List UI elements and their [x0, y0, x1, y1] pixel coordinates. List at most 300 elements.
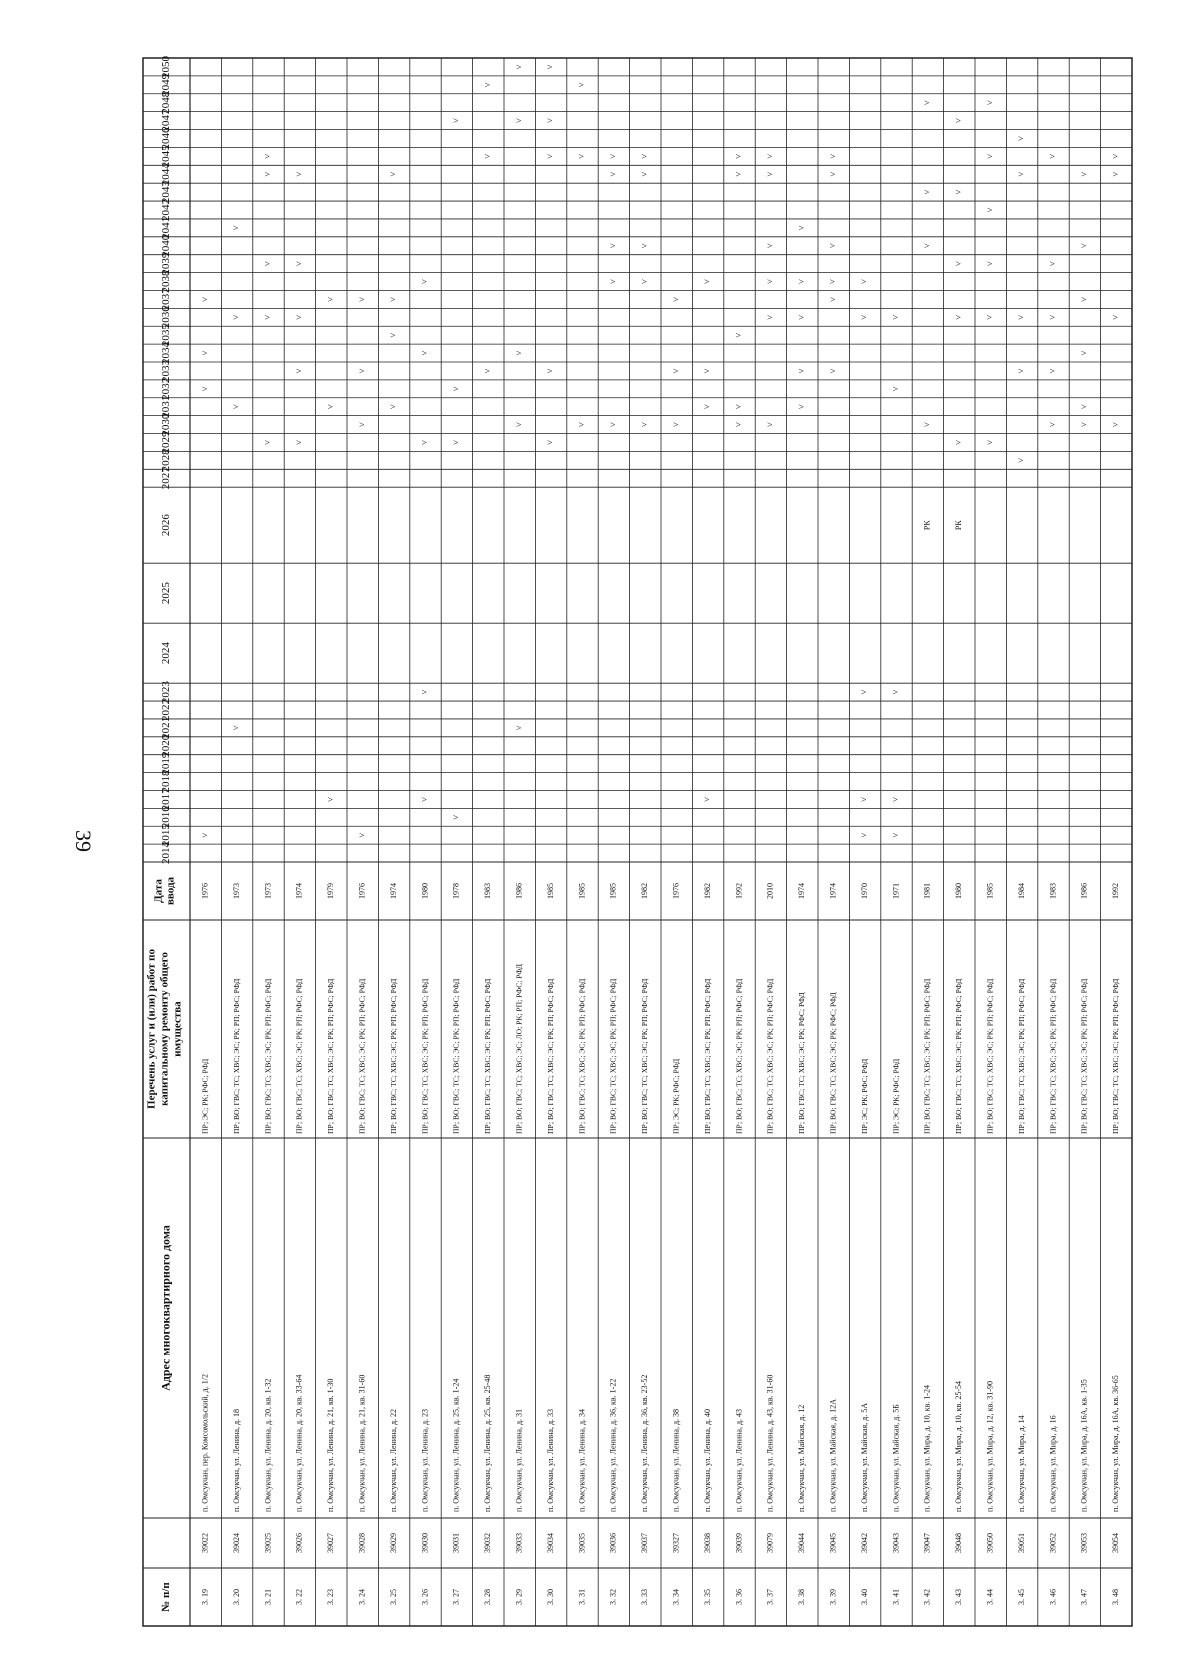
row-mark-2031: ˅ — [702, 404, 713, 410]
row-mark-2029: ˅ — [450, 439, 461, 446]
row-mark-2017: ˅ — [419, 796, 430, 802]
row-number: 3. 35 — [702, 1589, 712, 1605]
row-mark-2044: ˅ — [733, 171, 744, 177]
row-mark-2046: ˅ — [1016, 135, 1027, 142]
row-date: 1974 — [388, 883, 398, 899]
year-header-2032: 2032 — [160, 377, 173, 400]
row-number: 3. 43 — [954, 1589, 964, 1605]
row-address: п. Омсукчан, ул. Мира, д. 10, кв. 25-54 — [954, 1381, 964, 1512]
year-header-2016: 2016 — [160, 806, 173, 829]
row-date: 1974 — [797, 883, 807, 899]
row-date: 1982 — [640, 883, 650, 899]
row-house-id: 39048 — [954, 1533, 964, 1553]
row-mark-2026: РК — [954, 520, 964, 531]
row-address: п. Омсукчан, ул. Ленина, д. 38 — [671, 1408, 681, 1512]
row-address: п. Омсукчан, ул. Ленина, д. 20, кв. 1-32 — [263, 1378, 273, 1512]
row-mark-2030: ˅ — [733, 422, 744, 428]
year-header-2036: 2036 — [160, 306, 173, 329]
row-mark-2033: ˅ — [1016, 368, 1027, 374]
row-address: п. Омсукчан, ул. Майская, д. 12 — [797, 1404, 807, 1512]
row-house-id: 39327 — [671, 1533, 681, 1553]
row-mark-2035: ˅ — [733, 332, 744, 338]
row-house-id: 39031 — [451, 1533, 461, 1553]
row-address: п. Омсукчан, ул. Мира, д. 10, кв. 1-24 — [922, 1385, 932, 1512]
row-date: 1985 — [545, 883, 555, 899]
row-mark-2033: ˅ — [827, 368, 838, 374]
row-mark-2030: ˅ — [639, 422, 650, 428]
row-works: ПР; ВО; ГВС; ТС; ХВС; ЭС; ЛО; РК; РП; РФС; РФД — [514, 964, 524, 1134]
row-mark-2036: ˅ — [796, 314, 807, 320]
row-date: 1979 — [326, 883, 336, 899]
row-number: 3. 28 — [483, 1589, 493, 1605]
row-mark-2047: ˅ — [953, 118, 964, 124]
year-header-2022: 2022 — [160, 699, 173, 721]
row-works: ПР; ВО; ГВС; ТС; ХВС; ЭС; РК; РП; РФС; РФД — [263, 978, 273, 1134]
row-works: ПР; ВО; ГВС; ТС; ХВС; ЭС; РК; РП; РФС; РФД — [357, 978, 367, 1134]
row-address: п. Омсукчан, ул. Ленина, д. 20, кв. 33-64 — [294, 1374, 304, 1512]
row-mark-2037: ˅ — [388, 296, 399, 302]
row-number: 3. 23 — [326, 1589, 336, 1605]
row-date: 1976 — [671, 883, 681, 899]
row-number: 3. 20 — [231, 1589, 241, 1605]
row-mark-2038: ˅ — [702, 278, 713, 285]
row-address: п. Омсукчан, ул. Ленина, д. 43 — [734, 1408, 744, 1512]
row-mark-2039: ˅ — [984, 261, 995, 267]
year-header-2021: 2021 — [160, 716, 173, 739]
year-header-2050: 2050 — [160, 55, 173, 78]
row-number: 3. 44 — [985, 1589, 995, 1605]
row-mark-2040: ˅ — [639, 243, 650, 249]
row-mark-2023: ˅ — [859, 689, 870, 695]
year-header-2039: 2039 — [160, 252, 173, 275]
year-header-2024: 2024 — [160, 642, 173, 665]
row-house-id: 39032 — [483, 1533, 493, 1553]
row-mark-2045: ˅ — [733, 153, 744, 159]
row-house-id: 39038 — [702, 1533, 712, 1553]
row-house-id: 39035 — [577, 1533, 587, 1553]
row-mark-2021: ˅ — [513, 725, 524, 731]
row-works: ПР; ВО; ГВС; ТС; ХВС; ЭС; РК; РП; РФС; РФД — [326, 978, 336, 1134]
row-mark-2045: ˅ — [827, 153, 838, 159]
row-works: ПР; ВО; ГВС; ТС; ХВС; ЭС; РК; РП; РФС; РФД — [640, 978, 650, 1134]
row-number: 3. 37 — [765, 1589, 775, 1605]
year-header-2028: 2028 — [160, 449, 173, 472]
row-mark-2045: ˅ — [984, 153, 995, 159]
year-header-2045: 2045 — [160, 145, 173, 168]
row-mark-2044: ˅ — [293, 171, 304, 177]
year-header-2025: 2025 — [160, 582, 173, 605]
row-number: 3. 36 — [734, 1589, 744, 1605]
row-mark-2029: ˅ — [262, 439, 273, 446]
row-number: 3. 38 — [797, 1589, 807, 1605]
row-mark-2040: ˅ — [921, 243, 932, 249]
row-works: ПР; ВО; ГВС; ТС; ХВС; ЭС; РК; РП; РФС; РФД — [985, 978, 995, 1134]
row-mark-2033: ˅ — [545, 368, 556, 374]
row-works: ПР; ВО; ГВС; ТС; ХВС; ЭС; РК; РП; РФС; РФД — [702, 978, 712, 1134]
row-mark-2038: ˅ — [859, 278, 870, 285]
row-address: п. Омсукчан, ул. Мира, д. 12, кв. 31-90 — [985, 1381, 995, 1512]
row-mark-2044: ˅ — [1110, 171, 1121, 177]
row-date: 1980 — [420, 883, 430, 899]
row-number: 3. 47 — [1079, 1589, 1089, 1605]
row-works: ПР; ВО; ГВС; ТС; ХВС; ЭС; РК; РП; РФС; РФД — [608, 978, 618, 1134]
row-house-id: 39030 — [420, 1533, 430, 1553]
row-mark-2030: ˅ — [356, 422, 367, 428]
row-mark-2030: ˅ — [1047, 422, 1058, 428]
row-date: 1978 — [451, 883, 461, 899]
row-address: п. Омсукчан, ул. Ленина, д. 21, кв. 1-30 — [326, 1378, 336, 1512]
row-number: 3. 21 — [263, 1589, 273, 1605]
row-house-id: 39079 — [765, 1533, 775, 1553]
row-mark-2050: ˅ — [513, 64, 524, 70]
row-mark-2047: ˅ — [545, 118, 556, 124]
row-address: п. Омсукчан, ул. Майская, д. 5А — [859, 1403, 869, 1512]
row-mark-2038: ˅ — [827, 278, 838, 285]
row-date: 1970 — [859, 883, 869, 899]
row-works: ПР; ЭС; РК; РФС; РФД — [859, 1058, 869, 1134]
year-header-2019: 2019 — [160, 752, 173, 775]
row-date: 1986 — [1079, 883, 1089, 899]
row-works: ПР; ВО; ГВС; ТС; ХВС; ЭС; РК; РФС; РФД — [828, 992, 838, 1134]
row-address: п. Омсукчан, ул. Ленина, д. 43, кв. 31-60 — [765, 1374, 775, 1512]
row-address: п. Омсукчан, ул. Майская, д. 12А — [828, 1399, 838, 1512]
row-mark-2015: ˅ — [859, 832, 870, 838]
row-mark-2026: РК — [922, 520, 932, 531]
row-mark-2045: ˅ — [545, 153, 556, 159]
row-mark-2050: ˅ — [545, 64, 556, 70]
row-works: ПР; ВО; ГВС; ТС; ХВС; ЭС; РК; РП; РФС; РФД — [483, 978, 493, 1134]
row-mark-2030: ˅ — [576, 422, 587, 428]
row-date: 1982 — [702, 883, 712, 899]
row-mark-2045: ˅ — [482, 153, 493, 159]
row-house-id: 39027 — [326, 1533, 336, 1553]
row-mark-2033: ˅ — [293, 368, 304, 374]
row-mark-2036: ˅ — [859, 314, 870, 320]
row-mark-2037: ˅ — [356, 296, 367, 302]
row-house-id: 39022 — [200, 1533, 210, 1553]
year-header-2046: 2046 — [160, 127, 173, 150]
row-mark-2030: ˅ — [1078, 422, 1089, 428]
row-mark-2015: ˅ — [199, 832, 210, 838]
row-number: 3. 24 — [357, 1589, 367, 1605]
year-header-2029: 2029 — [160, 431, 173, 454]
row-address: п. Омсукчан, ул. Ленина, д. 25, кв. 25-48 — [483, 1374, 493, 1512]
row-mark-2037: ˅ — [827, 296, 838, 302]
row-number: 3. 39 — [828, 1589, 838, 1605]
row-mark-2037: ˅ — [199, 296, 210, 302]
row-number: 3. 40 — [859, 1589, 869, 1605]
row-house-id: 39024 — [231, 1533, 241, 1553]
row-mark-2044: ˅ — [262, 171, 273, 177]
row-mark-2031: ˅ — [231, 404, 242, 410]
row-date: 1973 — [263, 883, 273, 899]
row-number: 3. 34 — [671, 1589, 681, 1605]
row-mark-2031: ˅ — [1078, 404, 1089, 410]
row-mark-2044: ˅ — [388, 171, 399, 177]
row-mark-2041: ˅ — [796, 225, 807, 231]
row-house-id: 39028 — [357, 1533, 367, 1553]
row-mark-2038: ˅ — [796, 278, 807, 285]
row-mark-2034: ˅ — [419, 350, 430, 356]
year-header-2049: 2049 — [160, 73, 173, 96]
row-mark-2015: ˅ — [356, 832, 367, 838]
year-header-2020: 2020 — [160, 734, 173, 757]
row-works: ПР; ВО; ГВС; ТС; ХВС; ЭС; РК; РП; РФС; РФД — [922, 978, 932, 1134]
row-address: п. Омсукчан, ул. Ленина, д. 33 — [545, 1408, 555, 1512]
row-house-id: 39025 — [263, 1533, 273, 1553]
row-number: 3. 29 — [514, 1589, 524, 1605]
row-mark-2033: ˅ — [356, 368, 367, 374]
row-mark-2023: ˅ — [890, 689, 901, 695]
row-date: 1974 — [294, 883, 304, 899]
row-address: п. Омсукчан, ул. Ленина, д. 40 — [702, 1408, 712, 1512]
row-house-id: 39045 — [828, 1533, 838, 1553]
year-header-2035: 2035 — [160, 324, 173, 347]
row-works: ПР; ВО; ГВС; ТС; ХВС; ЭС; РК; РП; РФС; РФД — [420, 978, 430, 1134]
header-address: Адрес многоквартирного дома — [158, 1225, 173, 1391]
row-address: п. Омсукчан, ул. Ленина, д. 23 — [420, 1408, 430, 1512]
row-number: 3. 26 — [420, 1589, 430, 1605]
row-mark-2039: ˅ — [953, 261, 964, 267]
row-date: 1986 — [514, 883, 524, 899]
row-mark-2044: ˅ — [764, 171, 775, 177]
row-mark-2039: ˅ — [293, 261, 304, 267]
row-works: ПР; ВО; ГВС; ТС; ХВС; ЭС; РК; РП; РФС; РФД — [577, 978, 587, 1134]
row-house-id: 39039 — [734, 1533, 744, 1553]
row-mark-2030: ˅ — [764, 422, 775, 428]
row-address: п. Омсукчан, ул. Мира, д. 14 — [1016, 1415, 1026, 1512]
row-mark-2031: ˅ — [796, 404, 807, 410]
row-works: ПР; ВО; ГВС; ТС; ХВС; ЭС; РК; РП; РФС; РФД — [1111, 978, 1121, 1134]
row-date: 1981 — [922, 883, 932, 899]
row-house-id: 39042 — [859, 1533, 869, 1553]
row-number: 3. 45 — [1016, 1589, 1026, 1605]
row-number: 3. 46 — [1048, 1589, 1058, 1605]
year-header-2044: 2044 — [160, 163, 173, 186]
row-mark-2017: ˅ — [890, 796, 901, 802]
row-mark-2016: ˅ — [450, 814, 461, 820]
header-date: Датаввода — [152, 876, 177, 906]
row-mark-2017: ˅ — [702, 796, 713, 802]
row-address: п. Омсукчан, ул. Ленина, д. 25, кв. 1-24 — [451, 1378, 461, 1512]
row-address: п. Омсукчан, ул. Ленина, д. 21, кв. 31-60 — [357, 1374, 367, 1512]
row-mark-2045: ˅ — [576, 153, 587, 159]
header-num: № п/п — [160, 1582, 173, 1612]
row-house-id: 39037 — [640, 1533, 650, 1553]
row-mark-2035: ˅ — [388, 332, 399, 338]
year-header-2043: 2043 — [160, 181, 173, 204]
row-mark-2034: ˅ — [1078, 350, 1089, 356]
row-works: ПР; ВО; ГВС; ТС; ХВС; ЭС; РК; РП; РФС; РФД — [734, 978, 744, 1134]
row-mark-2040: ˅ — [1078, 243, 1089, 249]
year-header-2014: 2014 — [160, 842, 173, 865]
row-date: 1984 — [1016, 883, 1026, 899]
row-house-id: 39034 — [545, 1533, 555, 1553]
year-header-2030: 2030 — [160, 413, 173, 436]
row-mark-2039: ˅ — [262, 261, 273, 267]
row-number: 3. 33 — [640, 1589, 650, 1605]
row-works: ПР; ВО; ГВС; ТС; ХВС; ЭС; РК; РП; РФС; РФД — [231, 978, 241, 1134]
year-header-2041: 2041 — [160, 216, 173, 239]
row-house-id: 39052 — [1048, 1533, 1058, 1553]
row-works: ПР; ВО; ГВС; ТС; ХВС; ЭС; РК; РП; РФС; РФД — [388, 978, 398, 1134]
row-house-id: 39036 — [608, 1533, 618, 1553]
row-number: 3. 41 — [891, 1589, 901, 1605]
row-mark-2029: ˅ — [984, 439, 995, 446]
row-address: п. Омсукчан, ул. Мира, д. 16 — [1048, 1415, 1058, 1512]
row-mark-2030: ˅ — [607, 422, 618, 428]
row-house-id: 39054 — [1111, 1533, 1121, 1553]
year-header-2042: 2042 — [160, 199, 173, 221]
row-house-id: 39050 — [985, 1533, 995, 1553]
row-address: п. Омсукчан, ул. Майская, д. 5Б — [891, 1404, 901, 1512]
row-works: ПР; ЭС; РК; РФС; РФД — [200, 1058, 210, 1134]
row-mark-2032: ˅ — [890, 386, 901, 392]
year-header-2018: 2018 — [160, 770, 173, 793]
row-mark-2036: ˅ — [262, 314, 273, 320]
year-header-2038: 2038 — [160, 270, 173, 293]
row-mark-2043: ˅ — [953, 189, 964, 195]
row-mark-2044: ˅ — [639, 171, 650, 177]
row-number: 3. 27 — [451, 1589, 461, 1605]
row-date: 2010 — [765, 883, 775, 899]
row-mark-2048: ˅ — [984, 100, 995, 106]
row-mark-2032: ˅ — [199, 386, 210, 392]
row-mark-2049: ˅ — [482, 82, 493, 88]
row-mark-2031: ˅ — [325, 404, 336, 410]
row-mark-2045: ˅ — [262, 153, 273, 159]
row-mark-2045: ˅ — [1110, 153, 1121, 159]
row-mark-2032: ˅ — [450, 386, 461, 392]
row-mark-2036: ˅ — [764, 314, 775, 320]
row-mark-2036: ˅ — [890, 314, 901, 320]
row-works: ПР; ЭС; РК; РФС; РФД — [671, 1058, 681, 1134]
row-mark-2023: ˅ — [419, 689, 430, 695]
row-mark-2049: ˅ — [576, 82, 587, 88]
row-number: 3. 48 — [1111, 1589, 1121, 1605]
row-mark-2037: ˅ — [670, 296, 681, 302]
row-house-id: 39029 — [388, 1533, 398, 1553]
year-header-2048: 2048 — [160, 91, 173, 114]
row-works: ПР; ВО; ГВС; ТС; ХВС; ЭС; РК; РП; РФС; РФД — [1048, 978, 1058, 1134]
row-mark-2030: ˅ — [513, 422, 524, 428]
row-mark-2045: ˅ — [764, 153, 775, 159]
row-mark-2037: ˅ — [1078, 296, 1089, 302]
row-mark-2038: ˅ — [607, 278, 618, 285]
row-works: ПР; ВО; ГВС; ТС; ХВС; ЭС; РК; РП; РФС; РФД — [954, 978, 964, 1134]
row-works: ПР; ВО; ГВС; ТС; ХВС; ЭС; РК; РП; РФС; РФД — [451, 978, 461, 1134]
row-house-id: 39026 — [294, 1533, 304, 1553]
row-house-id: 39043 — [891, 1533, 901, 1553]
row-mark-2017: ˅ — [859, 796, 870, 802]
row-mark-2040: ˅ — [607, 243, 618, 249]
year-header-2037: 2037 — [160, 288, 173, 311]
row-date: 1971 — [891, 883, 901, 899]
row-mark-2029: ˅ — [293, 439, 304, 446]
row-number: 3. 42 — [922, 1589, 932, 1605]
row-mark-2030: ˅ — [921, 422, 932, 428]
year-header-2017: 2017 — [160, 788, 173, 811]
row-number: 3. 30 — [545, 1589, 555, 1605]
row-number: 3. 25 — [388, 1589, 398, 1605]
row-mark-2044: ˅ — [1078, 171, 1089, 177]
row-works: ПР; ВО; ГВС; ТС; ХВС; ЭС; РК; РП; РФС; РФД — [1079, 978, 1089, 1134]
row-mark-2042: ˅ — [984, 207, 995, 213]
table-body — [143, 55, 1132, 1626]
row-mark-2017: ˅ — [325, 796, 336, 802]
row-mark-2047: ˅ — [513, 118, 524, 124]
row-mark-2036: ˅ — [231, 314, 242, 320]
row-mark-2044: ˅ — [1016, 171, 1027, 177]
row-mark-2045: ˅ — [607, 153, 618, 159]
row-mark-2040: ˅ — [827, 243, 838, 249]
year-header-2023: 2023 — [160, 681, 173, 704]
row-date: 1976 — [200, 883, 210, 899]
row-date: 1985 — [577, 883, 587, 899]
row-works: ПР; ЭС; РК; РФС; РФД — [891, 1058, 901, 1134]
row-mark-2029: ˅ — [545, 439, 556, 446]
row-mark-2015: ˅ — [890, 832, 901, 838]
row-mark-2031: ˅ — [388, 404, 399, 410]
header-works: Перечень услуг и (или) работ покапитальному ремонту общегоимущества — [145, 949, 184, 1109]
row-mark-2045: ˅ — [639, 153, 650, 159]
row-house-id: 39053 — [1079, 1533, 1089, 1553]
row-address: п. Омсукчан, пер. Комсомольский, д. 1/2 — [200, 1374, 210, 1512]
row-mark-2038: ˅ — [419, 278, 430, 285]
row-number: 3. 19 — [200, 1589, 210, 1605]
row-mark-2033: ˅ — [482, 368, 493, 374]
row-mark-2043: ˅ — [921, 189, 932, 195]
row-date: 1983 — [1048, 883, 1058, 899]
row-mark-2038: ˅ — [764, 278, 775, 285]
row-date: 1992 — [1111, 883, 1121, 899]
row-mark-2044: ˅ — [827, 171, 838, 177]
table-frame — [143, 58, 1132, 1626]
row-mark-2029: ˅ — [953, 439, 964, 446]
row-date: 1985 — [608, 883, 618, 899]
row-mark-2047: ˅ — [450, 118, 461, 124]
row-works: ПР; ВО; ГВС; ТС; ХВС; ЭС; РК; РП; РФС; РФД — [545, 978, 555, 1134]
row-mark-2038: ˅ — [639, 278, 650, 285]
row-mark-2034: ˅ — [513, 350, 524, 356]
row-mark-2036: ˅ — [984, 314, 995, 320]
row-address: п. Омсукчан, ул. Ленина, д. 18 — [231, 1408, 241, 1512]
row-mark-2021: ˅ — [231, 725, 242, 731]
row-mark-2028: ˅ — [1016, 457, 1027, 463]
row-mark-2030: ˅ — [670, 422, 681, 428]
row-address: п. Омсукчан, ул. Ленина, д. 36, кв. 23-52 — [640, 1374, 650, 1512]
row-date: 1973 — [231, 883, 241, 899]
year-header-2027: 2027 — [160, 467, 173, 490]
row-date: 1980 — [954, 883, 964, 899]
row-works: ПР; ВО; ГВС; ТС; ХВС; ЭС; РК; РФС; РФД — [797, 992, 807, 1134]
row-mark-2041: ˅ — [231, 225, 242, 231]
row-mark-2045: ˅ — [1047, 153, 1058, 159]
row-mark-2029: ˅ — [419, 439, 430, 446]
row-number: 3. 32 — [608, 1589, 618, 1605]
row-mark-2033: ˅ — [670, 368, 681, 374]
year-header-2040: 2040 — [160, 234, 173, 257]
year-header-2033: 2033 — [160, 359, 173, 382]
row-date: 1992 — [734, 883, 744, 899]
row-house-id: 39047 — [922, 1533, 932, 1553]
row-number: 3. 22 — [294, 1589, 304, 1605]
row-mark-2030: ˅ — [1110, 422, 1121, 428]
row-date: 1976 — [357, 883, 367, 899]
row-house-id: 39044 — [797, 1533, 807, 1553]
row-address: п. Омсукчан, ул. Ленина, д. 34 — [577, 1408, 587, 1512]
row-date: 1985 — [985, 883, 995, 899]
